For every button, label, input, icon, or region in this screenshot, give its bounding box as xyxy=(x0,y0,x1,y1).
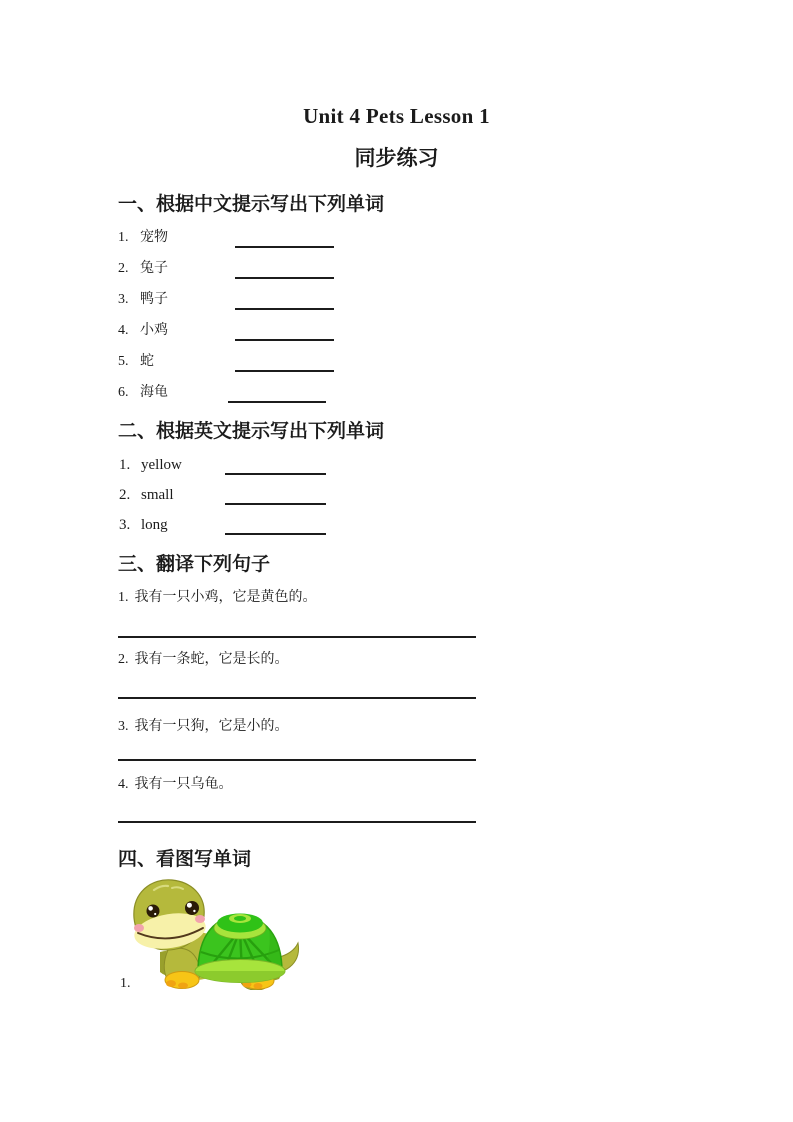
translation-sentence xyxy=(118,718,289,736)
turtle-image xyxy=(130,876,300,990)
answer-blank-line xyxy=(228,401,326,403)
word-item xyxy=(119,480,399,510)
item-number: 5. xyxy=(118,354,129,369)
item-number: 2. xyxy=(118,652,129,667)
answer-blank-line xyxy=(118,697,476,699)
item-number: 3. xyxy=(119,517,131,533)
section1-word-list xyxy=(118,222,398,408)
word-item xyxy=(118,377,398,408)
translation-sentence xyxy=(118,776,233,794)
answer-blank-line xyxy=(235,277,334,279)
item-label: small xyxy=(141,487,174,503)
sentence-text: 我有一条蛇，它是长的。 xyxy=(134,652,289,667)
translation-sentence xyxy=(118,651,289,669)
page-subtitle: 同步练习 xyxy=(354,147,439,170)
item-label: 海龟 xyxy=(140,385,168,400)
item-label: 兔子 xyxy=(140,261,168,276)
item-number: 1. xyxy=(118,230,129,245)
word-item xyxy=(118,222,398,253)
section2-heading: 二、根据英文提示写出下列单词 xyxy=(118,421,385,442)
item-label: 蛇 xyxy=(140,354,154,369)
answer-blank-line xyxy=(118,821,476,823)
item-label: 鸭子 xyxy=(140,292,168,307)
answer-blank-line xyxy=(225,533,326,535)
item-number: 4. xyxy=(118,777,129,792)
item-label: 小鸡 xyxy=(140,323,168,338)
translation-sentence xyxy=(118,589,317,607)
word-item xyxy=(119,510,399,540)
word-item xyxy=(119,450,399,480)
item-label: yellow xyxy=(141,457,182,473)
answer-blank-line xyxy=(235,370,334,372)
item-number: 6. xyxy=(118,385,129,400)
word-item xyxy=(118,346,398,377)
item-label: 宠物 xyxy=(140,230,168,245)
item-number: 3. xyxy=(118,719,129,734)
answer-blank-line xyxy=(225,473,326,475)
answer-blank-line xyxy=(118,759,476,761)
item-number: 4. xyxy=(118,323,129,338)
page-title: Unit 4 Pets Lesson 1 xyxy=(303,104,490,128)
turtle-illustration-svg xyxy=(130,876,300,990)
section2-word-list xyxy=(119,450,399,540)
section1-heading: 一、根据中文提示写出下列单词 xyxy=(118,194,385,215)
item-number: 1. xyxy=(120,976,131,991)
answer-blank-line xyxy=(235,339,334,341)
item-number: 1. xyxy=(118,590,129,605)
word-item xyxy=(118,253,398,284)
sentence-text: 我有一只乌龟。 xyxy=(134,777,233,792)
answer-blank-line xyxy=(235,308,334,310)
answer-blank-line xyxy=(118,636,476,638)
item-number: 3. xyxy=(118,292,129,307)
sentence-text: 我有一只小鸡，它是黄色的。 xyxy=(134,590,317,605)
sentence-text: 我有一只狗，它是小的。 xyxy=(134,719,289,734)
item-number: 1. xyxy=(119,457,131,473)
word-item xyxy=(118,315,398,346)
section3-heading: 三、翻译下列句子 xyxy=(118,554,271,575)
answer-blank-line xyxy=(225,503,326,505)
section4-heading: 四、看图写单词 xyxy=(118,849,252,870)
item-label: long xyxy=(141,517,168,533)
answer-blank-line xyxy=(235,246,334,248)
item-number: 2. xyxy=(119,487,131,503)
item-number: 2. xyxy=(118,261,129,276)
word-item xyxy=(118,284,398,315)
